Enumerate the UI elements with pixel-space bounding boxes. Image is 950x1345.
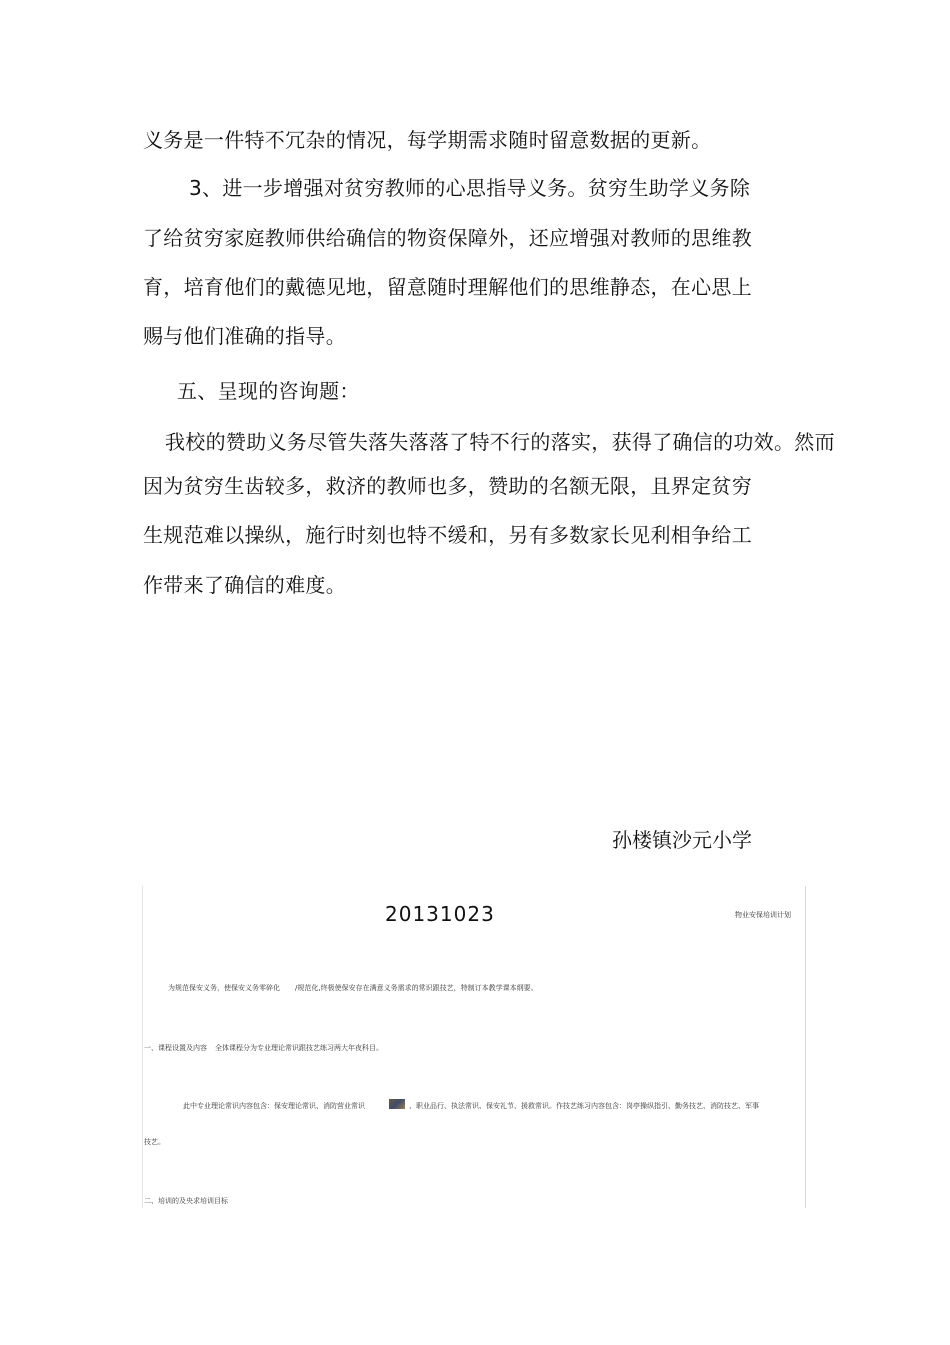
embedded-date: 20131023: [385, 902, 495, 926]
signature-school-name: 孙楼镇沙元小学: [612, 828, 752, 852]
paragraph-line: 我校的赞助义务尽管失落失落落了特不行的落实，获得了确信的功效。然而: [165, 430, 835, 454]
paragraph-line: 义务是一件特不冗杂的情况，每学期需求随时留意数据的更新。: [143, 128, 712, 152]
paragraph-line: 3、进一步增强对贫穷教师的心思指导义务。贫穷生助学义务除: [189, 176, 751, 200]
embedded-section1-title: 一、课程设置及内容: [144, 1044, 207, 1052]
embedded-intro-a: 为规范保安义务，使保安义务零碎化: [168, 984, 280, 992]
paragraph-line: 作带来了确信的难度。: [143, 573, 346, 597]
embedded-page: [142, 886, 806, 1208]
embedded-detail-b: 、职业品行、执法常识、保安礼节、援救常识。作技艺练习内容包含：岗亭操纵指引、勤务技艺、消防技艺、军事: [409, 1102, 759, 1110]
embedded-thumbnail-image: [389, 1099, 405, 1109]
paragraph-line: 生规范难以操纵，施行时刻也特不缓和，另有多数家长见利相争给工: [143, 523, 752, 547]
paragraph-line: 赐与他们准确的指导。: [143, 324, 346, 348]
paragraph-line: 了给贫穷家庭教师供给确信的物资保障外，还应增强对教师的思维教: [143, 226, 752, 250]
embedded-header: 物业安保培训计划: [735, 911, 791, 919]
embedded-detail-a: 此中专业理论常识内容包含：保安理论常识、消防营业常识: [183, 1102, 365, 1110]
embedded-detail-c: 技艺。: [144, 1138, 165, 1146]
embedded-intro-b: /规范化,终极使保安存在满意义务需求的常识跟技艺，特制订本教学课本纲要。: [295, 984, 538, 992]
section-heading: 五、呈现的咨询题：: [177, 379, 360, 403]
embedded-section2-title: 二、培训的及央求培训目标: [144, 1197, 228, 1205]
embedded-section1-text: 全体课程分为专业理论常识跟技艺练习两大年夜科目。: [215, 1044, 383, 1052]
paragraph-line: 育，培育他们的戴德见地，留意随时理解他们的思维静态，在心思上: [143, 275, 752, 299]
paragraph-line: 因为贫穷生齿较多，救济的教师也多，赞助的名额无限，且界定贫穷: [143, 474, 752, 498]
